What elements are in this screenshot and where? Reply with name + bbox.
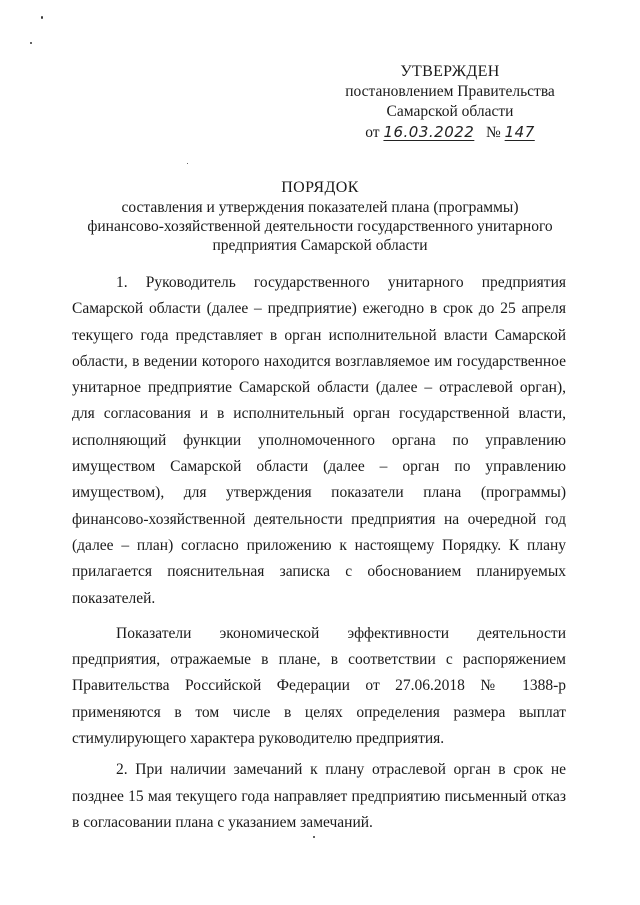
number-prefix: №: [485, 124, 501, 141]
scan-speck: [187, 163, 188, 164]
date-prefix: от: [365, 124, 380, 141]
paragraph-1: 1. Руководитель государственного унитарного предприятия Самарской области (далее – предприятие) ежегодно в срок до 25 апреля текущего года представляет в орган исполнительной власти Самарской области, в ведении которого находится возглавляемое им государственное унитарное предприятие Самарской области (далее – отраслевой орган), для согласования и в исполнительный орган государственной власти, исполняющий функции уполномоченного органа по управлению имуществом Самарской области (далее – орган по управлению имуществом), для утверждения показатели плана (программы) финансово-хозяйственной деятельности предприятия на очередной год (далее – план) согласно приложению к настоящему Порядку. К плану прилагается пояснительная записка с обоснованием планируемых показателей.: [72, 274, 566, 607]
heading-line-1: составления и утверждения показателей плана (программы): [121, 199, 519, 216]
paragraph-2: Показатели экономической эффективности деятельности предприятия, отражаемые в плане, в соответствии с распоряжением Правительства Российской Федерации от 27.06.2018 № 1388-р применяются в том числе в целях определения размера выплат стимулирующего характера руководителю предприятия.: [72, 624, 566, 748]
scan-speck: [41, 16, 43, 19]
scan-speck: [30, 42, 32, 44]
approval-title: УТВЕРЖДЕН: [400, 63, 500, 80]
handwritten-date: 16.03.2022: [383, 123, 475, 141]
approval-line-2: Самарской области: [386, 103, 514, 120]
heading-line-2: финансово-хозяйственной деятельности государственного унитарного: [87, 218, 553, 235]
approval-stamp-block: [320, 62, 580, 143]
document-heading: [80, 178, 560, 255]
handwritten-number: 147: [504, 123, 535, 141]
approval-line-1: постановлением Правительства: [345, 83, 555, 100]
scan-speck: [313, 836, 315, 838]
heading-title: ПОРЯДОК: [281, 179, 359, 196]
approval-date-line: [320, 122, 580, 143]
paragraph-3: 2. При наличии замечаний к плану отраслевой орган в срок не позднее 15 мая текущего года направляет предприятию письменный отказ в согласовании плана с указанием замечаний.: [72, 761, 566, 831]
document-body: [72, 270, 566, 836]
heading-line-3: предприятия Самарской области: [212, 237, 428, 254]
